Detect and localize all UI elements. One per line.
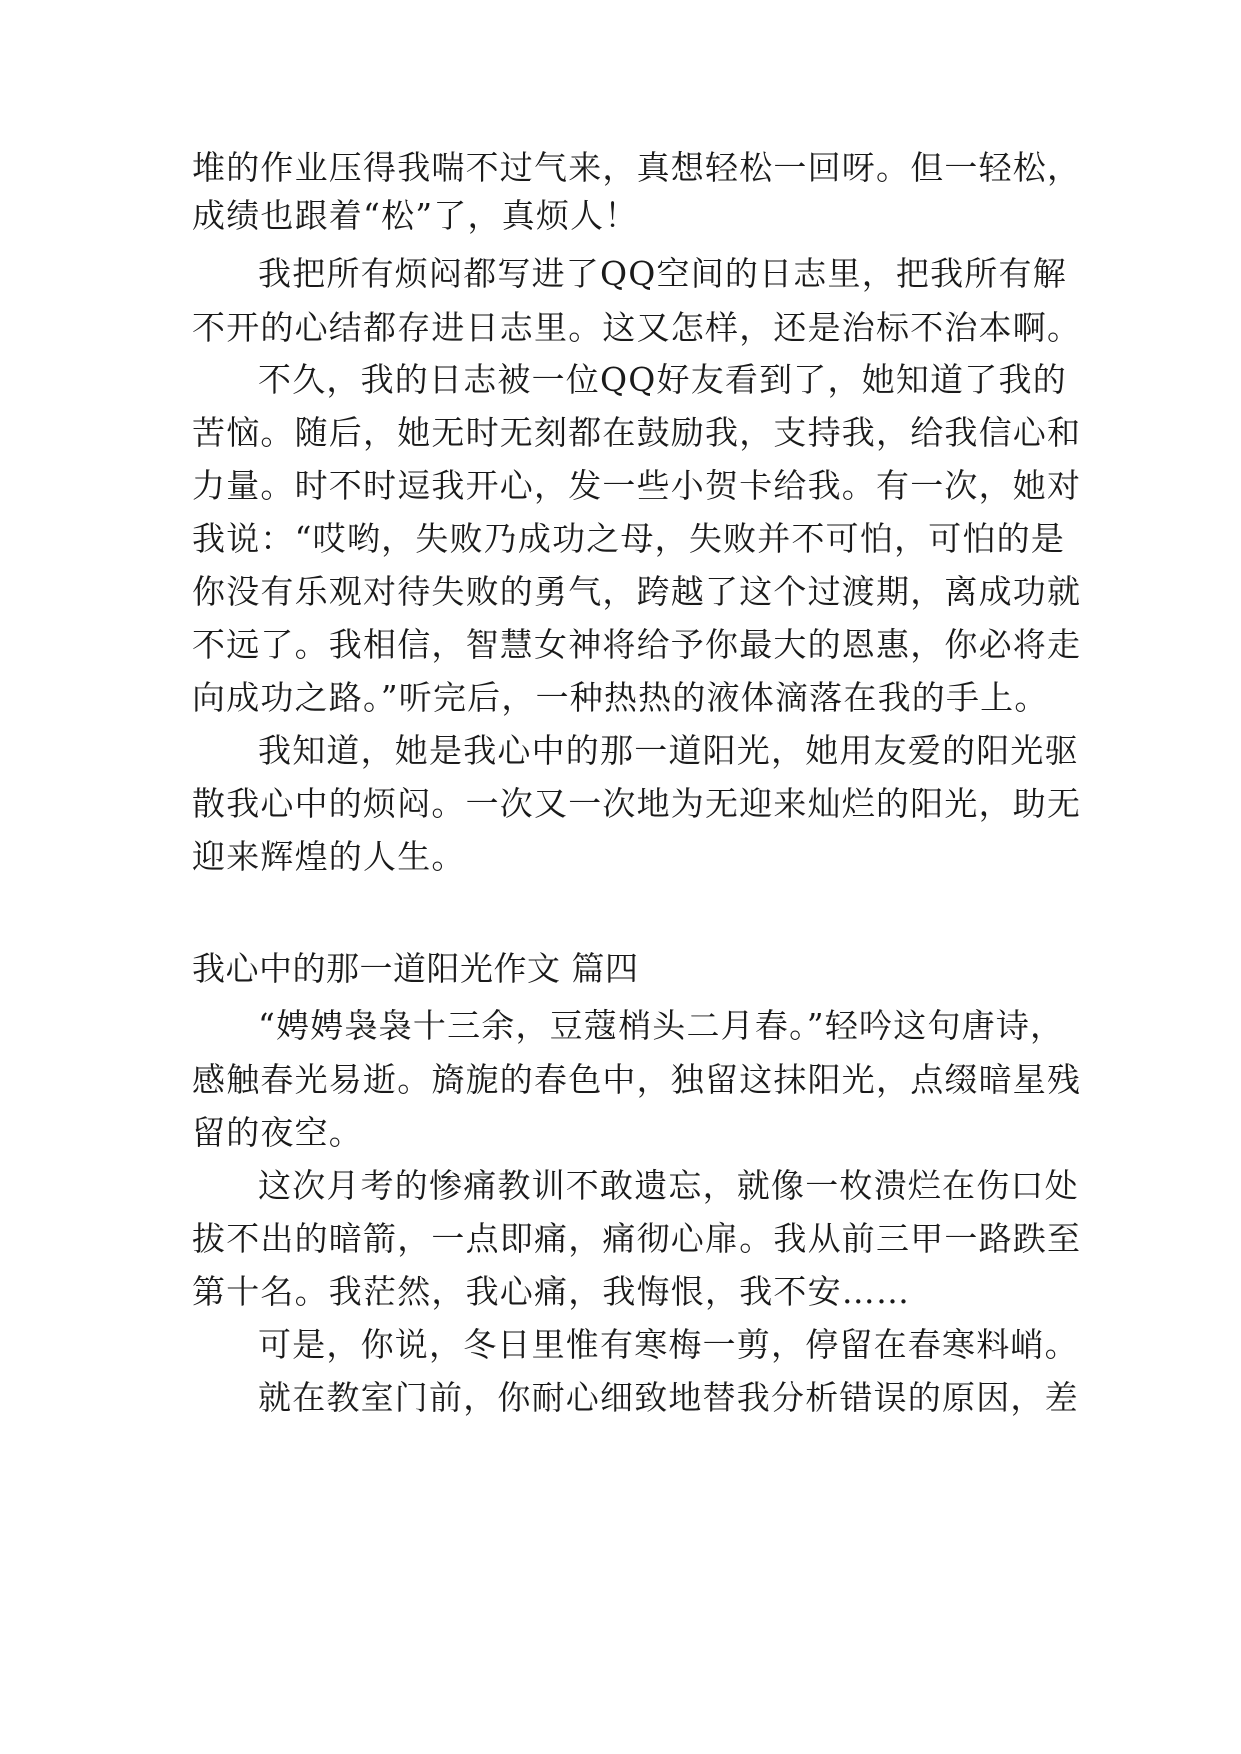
text-line: 留的夜空。 [192,1113,363,1152]
text-line: 感触春光易逝。旖旎的春色中，独留这抹阳光，点缀暗星残 [192,1060,1082,1099]
text-line: 我知道，她是我心中的那一道阳光，她用友爱的阳光驱 [258,731,1079,770]
text-line: 我把所有烦闷都写进了QQ空间的日志里，把我所有解 [258,254,1067,293]
text-line: 迎来辉煌的人生。 [192,837,466,876]
text-line: 不开的心结都存进日志里。这又怎样，还是治标不治本啊。 [192,308,1082,347]
text-line: 这次月考的惨痛教训不敢遗忘，就像一枚溃烂在伤口处 [258,1166,1079,1205]
text-line: “娉娉袅袅十三余，豆蔻梢头二月春。”轻吟这句唐诗， [258,1006,1065,1045]
text-line: 成绩也跟着“松”了，真烦人！ [192,196,639,235]
text-line: 就在教室门前，你耐心细致地替我分析错误的原因，差 [258,1378,1079,1417]
text-line: 力量。时不时逗我开心，发一些小贺卡给我。有一次，她对 [192,466,1082,505]
text-line: 第十名。我茫然，我心痛，我悔恨，我不安…… [192,1272,911,1311]
text-line: 堆的作业压得我喘不过气来，真想轻松一回呀。但一轻松， [192,148,1082,187]
text-line: 散我心中的烦闷。一次又一次地为无迎来灿烂的阳光，助无 [192,784,1082,823]
text-line: 拔不出的暗箭，一点即痛，痛彻心扉。我从前三甲一路跌至 [192,1219,1082,1258]
section-title: 我心中的那一道阳光作文 篇四 [192,949,639,988]
text-line: 你没有乐观对待失败的勇气，跨越了这个过渡期，离成功就 [192,572,1082,611]
text-line: 我说：“哎哟，失败乃成功之母，失败并不可怕，可怕的是 [192,519,1066,558]
text-line: 苦恼。随后，她无时无刻都在鼓励我，支持我，给我信心和 [192,413,1082,452]
text-line: 可是，你说，冬日里惟有寒梅一剪，停留在春寒料峭。 [258,1325,1079,1364]
text-line: 不远了。我相信，智慧女神将给予你最大的恩惠，你必将走 [192,625,1082,664]
text-line: 向成功之路。”听完后，一种热热的液体滴落在我的手上。 [192,678,1049,717]
text-line: 不久，我的日志被一位QQ好友看到了，她知道了我的 [258,360,1067,399]
